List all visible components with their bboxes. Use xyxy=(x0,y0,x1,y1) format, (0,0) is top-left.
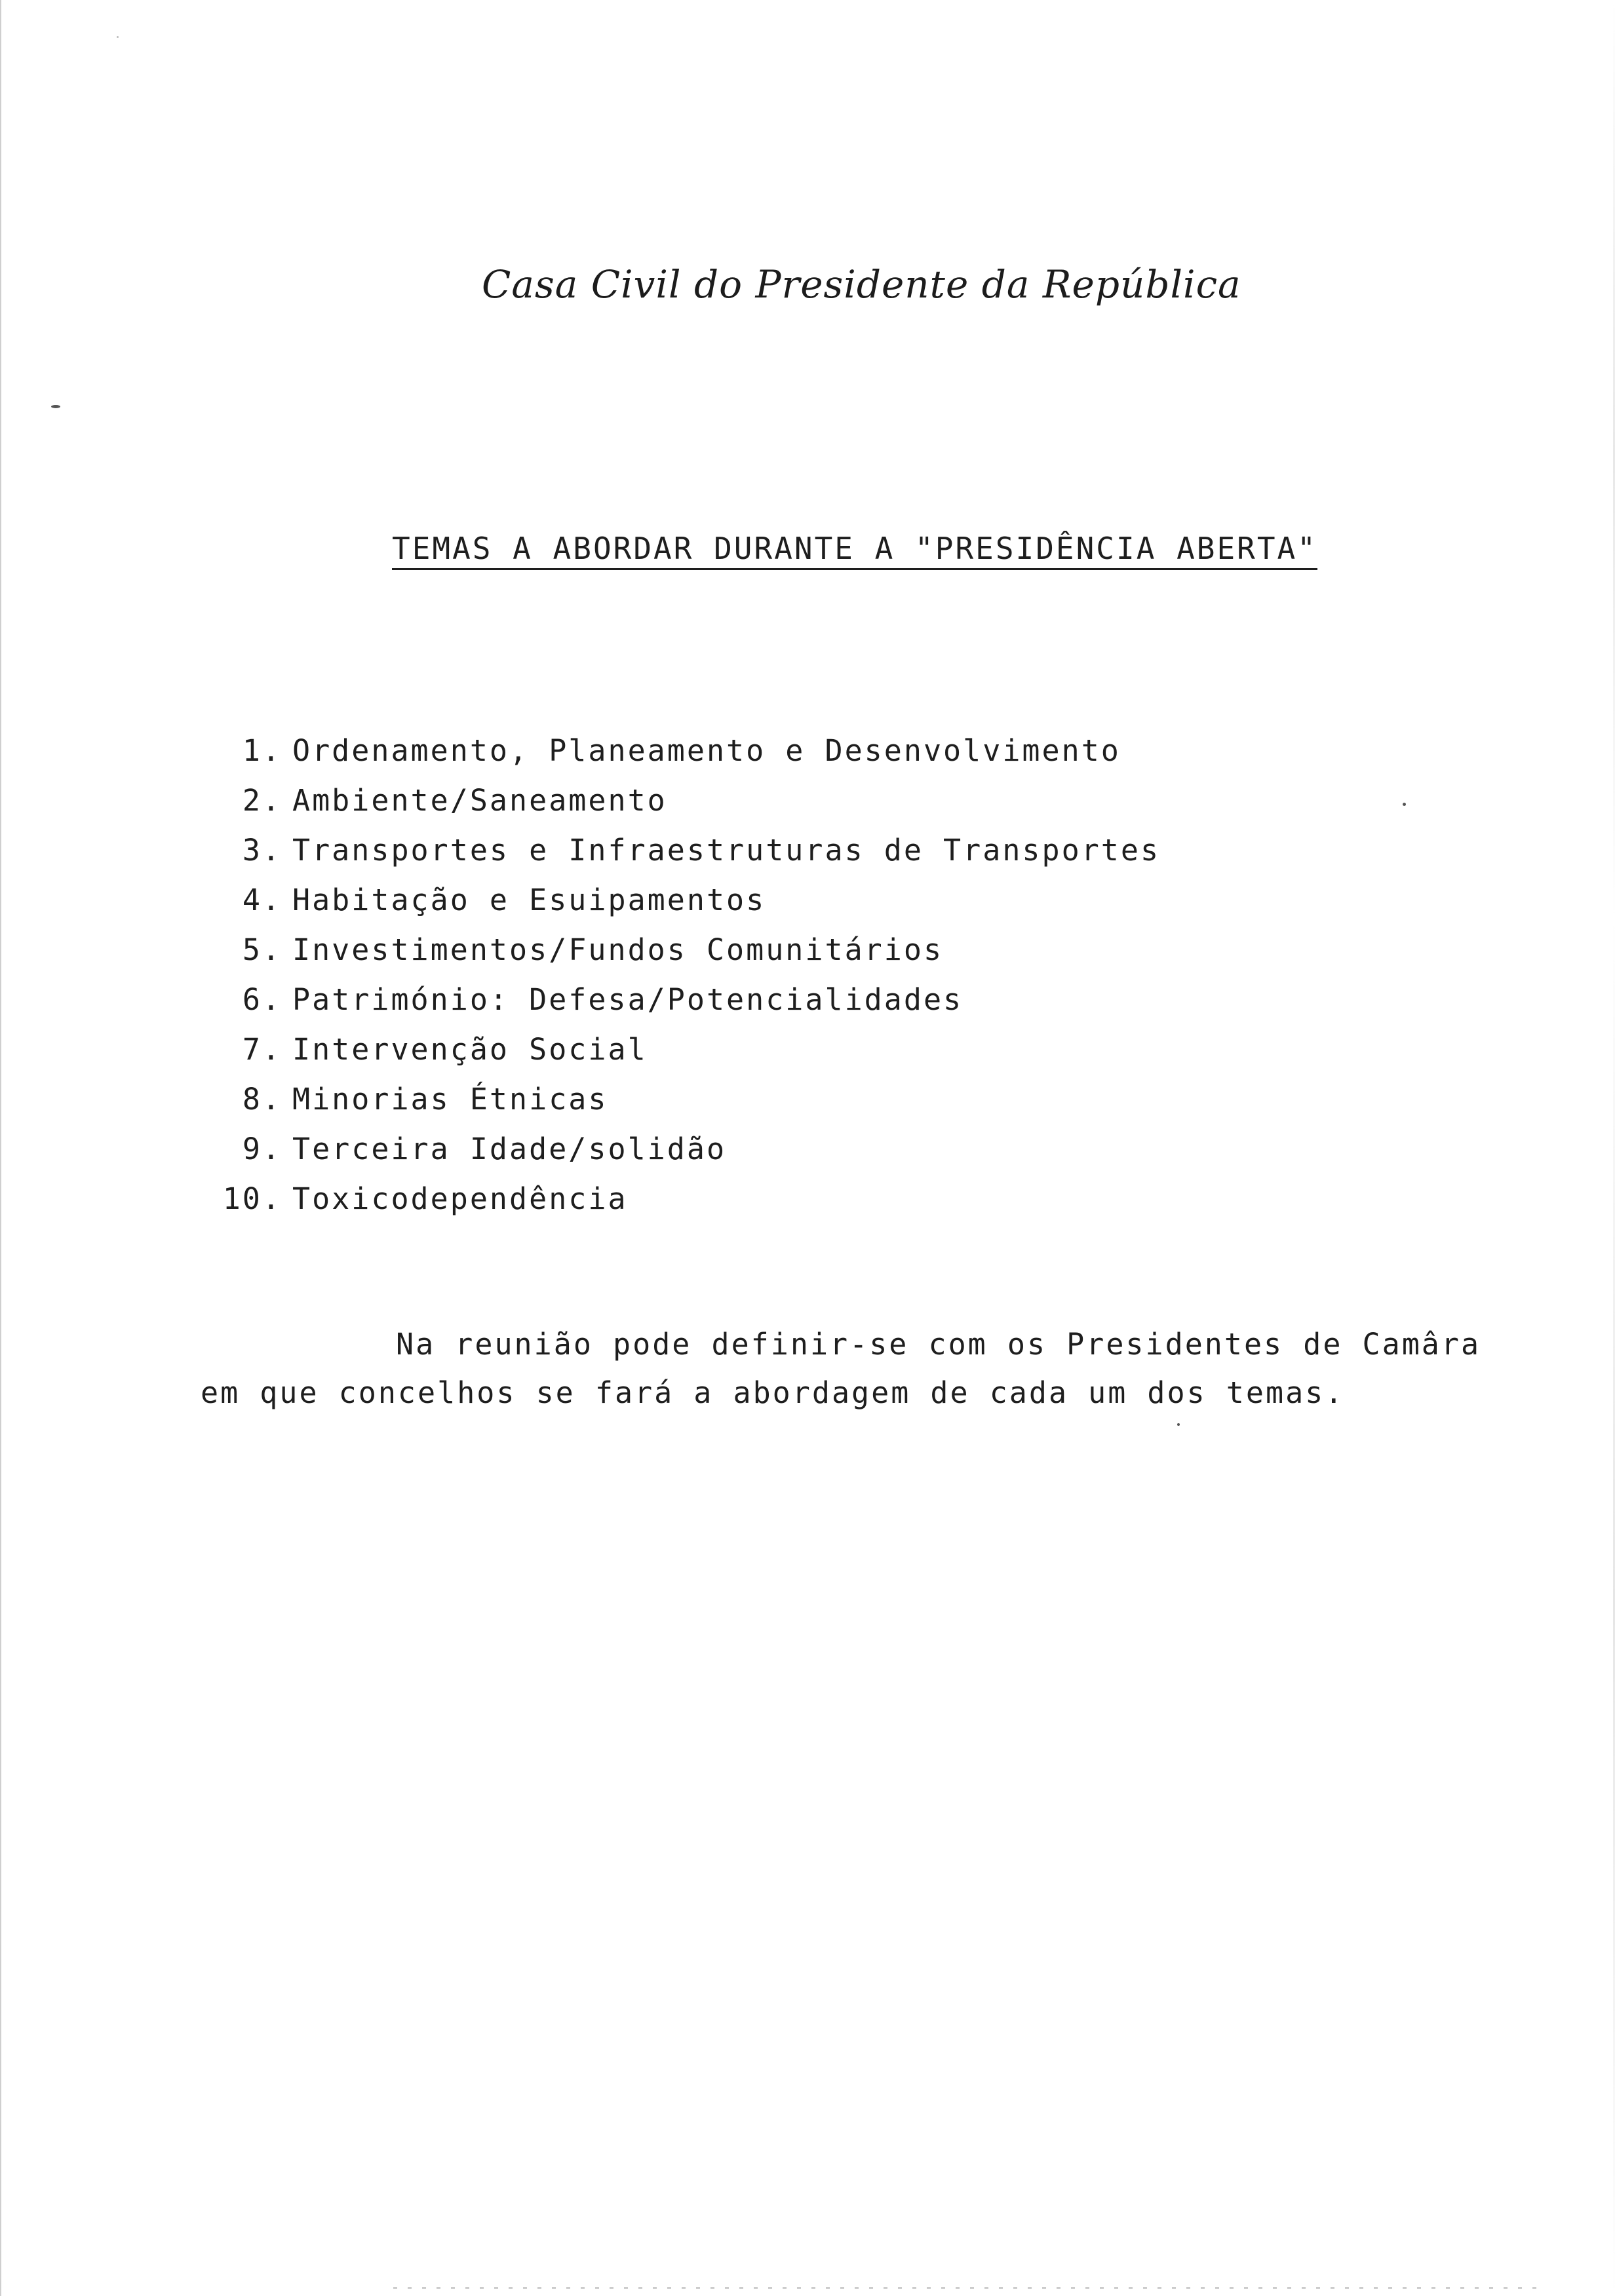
list-item xyxy=(197,1124,1160,1174)
list-item-number: 4. xyxy=(242,883,282,917)
list-item-text: Minorias Étnicas xyxy=(292,1082,608,1117)
list-item xyxy=(197,1174,1160,1224)
list-item-text: Património: Defesa/Potencialidades xyxy=(292,982,963,1017)
list-item-number: 9. xyxy=(242,1132,282,1166)
list-item-number: 3. xyxy=(242,833,282,868)
list-item xyxy=(197,875,1160,925)
letterhead: Casa Civil do Presidente da República xyxy=(482,262,1241,307)
scan-speck xyxy=(117,36,119,38)
topics-list xyxy=(197,726,1160,1224)
scan-speck xyxy=(1177,1423,1180,1426)
scan-speck xyxy=(51,405,60,408)
list-item-text: Ordenamento, Planeamento e Desenvolvimento xyxy=(292,733,1121,768)
document-title: TEMAS A ABORDAR DURANTE A "PRESIDÊNCIA ABERTA" xyxy=(392,531,1317,570)
list-item-text: Habitação e Esuipamentos xyxy=(292,883,766,917)
list-item-text: Terceira Idade/solidão xyxy=(292,1132,727,1166)
list-item-number: 10. xyxy=(222,1181,282,1216)
list-item-text: Ambiente/Saneamento xyxy=(292,783,667,818)
list-item xyxy=(197,776,1160,826)
list-item xyxy=(197,975,1160,1025)
list-item xyxy=(197,925,1160,975)
list-item-text: Transportes e Infraestruturas de Transportes xyxy=(292,833,1161,868)
list-item-number: 8. xyxy=(242,1082,282,1117)
list-item xyxy=(197,1075,1160,1124)
list-item-number: 1. xyxy=(242,733,282,768)
list-item xyxy=(197,1025,1160,1075)
list-item-number: 5. xyxy=(242,932,282,967)
list-item-number: 2. xyxy=(242,783,282,818)
list-item-number: 6. xyxy=(242,982,282,1017)
scan-noise xyxy=(393,2287,1540,2289)
list-item-text: Toxicodependência xyxy=(292,1181,628,1216)
paragraph-line-1: Na reunião pode definir-se com os Presidentes de Camâra xyxy=(396,1327,1481,1362)
paragraph-line-2: em que concelhos se fará a abordagem de cada um dos temas. xyxy=(201,1375,1345,1410)
closing-paragraph xyxy=(201,1320,1498,1417)
scan-speck xyxy=(1403,803,1406,806)
list-item xyxy=(197,826,1160,875)
list-item-text: Investimentos/Fundos Comunitários xyxy=(292,932,944,967)
list-item-text: Intervenção Social xyxy=(292,1032,648,1067)
list-item-number: 7. xyxy=(242,1032,282,1067)
list-item xyxy=(197,726,1160,776)
